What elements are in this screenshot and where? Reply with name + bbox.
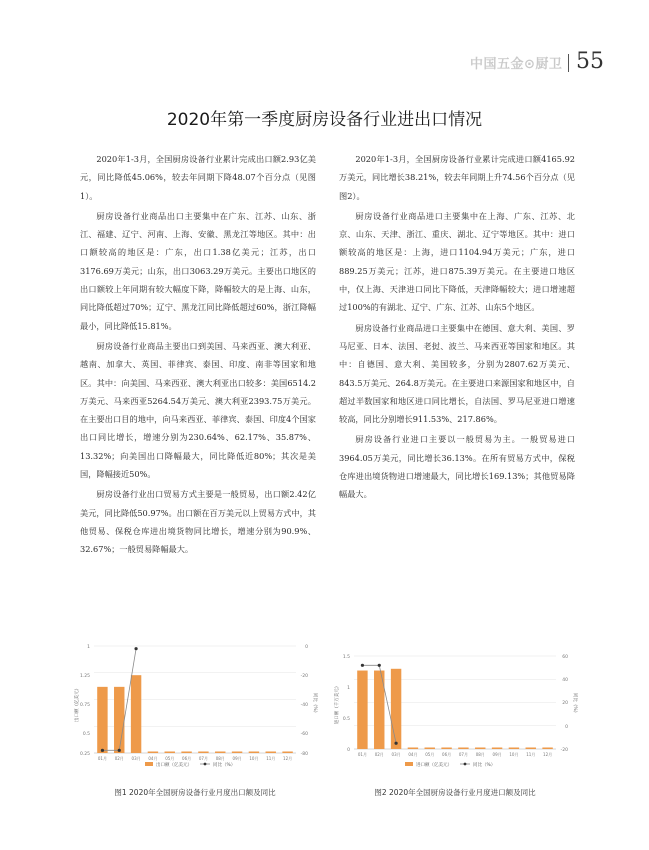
x-tick-label: 07月 xyxy=(198,756,208,761)
paragraph: 厨房设备行业出口贸易方式主要是一般贸易，出口额2.42亿美元，同比降低50.97%。出口额在百万美元以上贸易方式中，其他贸易、保税仓库进出境货物同比增长，增速分别为90.9%、32.67%；一般贸易降幅最大。 xyxy=(80,489,316,555)
bar xyxy=(165,752,175,754)
export-ylabel-right: 同比（%） xyxy=(312,692,317,716)
bar xyxy=(198,752,208,754)
bar xyxy=(232,752,242,754)
x-tick-label: 11月 xyxy=(526,752,536,757)
bar xyxy=(391,669,401,749)
tick-label: 0.25 xyxy=(79,752,90,757)
tick-label: 1 xyxy=(87,645,90,650)
x-tick-label: 03月 xyxy=(391,752,401,757)
export-x-labels xyxy=(98,755,292,761)
paragraph: 厨房设备行业商品出口主要集中在广东、江苏、山东、浙江、福建、辽宁、河南、上海、安徽、黑龙江等地区。其中：出口额较高的地区是：广东，出口1.38亿美元；江苏，出口3176.69万美元；山东，出口3063.29万美元。主要出口地区的出口额较上年同期有较大幅度下降，降幅较大的是上海、山东，同比降低超过70%；辽宁、黑龙江同比降低超过60%，浙江降幅最小，同比降低15.81%。 xyxy=(80,210,316,331)
tick-label: 0.5 xyxy=(82,732,90,737)
legend-bar-swatch xyxy=(405,762,413,766)
tick-label: -80 xyxy=(300,752,308,757)
x-tick-label: 05月 xyxy=(165,756,175,761)
x-tick-label: 03月 xyxy=(131,756,141,761)
x-tick-label: 10月 xyxy=(509,752,519,757)
yoy-point xyxy=(118,749,121,752)
tick-label: -60 xyxy=(300,732,308,737)
import-x-labels xyxy=(358,751,552,757)
legend-line-label: 同比（%） xyxy=(213,763,236,768)
tick-label: -20 xyxy=(560,748,568,753)
x-tick-label: 02月 xyxy=(374,752,384,757)
bar xyxy=(542,748,552,750)
legend-bar-label: 出口额（亿美元） xyxy=(156,763,192,768)
figure-2-caption: 图2 2020年全国厨房设备行业月度进口额及同比 xyxy=(374,788,536,797)
bar xyxy=(181,752,191,754)
paragraph: 厨房设备行业商品进口主要集中在上海、广东、江苏、北京、山东、天津、浙江、重庆、湖北、辽宁等地区。其中：进口额较高的地区是：上海，进口1104.94万美元；广东，进口889.25万美元；江苏，进口875.39万美元。在主要进口地区中，仅上海、天津进口同比下降低，天津降幅较大；进口增速超过100%的有湖北、辽宁、广东、江苏、山东5个地区。 xyxy=(339,210,575,313)
x-tick-label: 06月 xyxy=(442,752,452,757)
bar xyxy=(492,748,502,750)
tick-label: 60 xyxy=(562,655,568,660)
x-tick-label: 04月 xyxy=(148,756,158,761)
bar xyxy=(509,748,519,750)
bar xyxy=(441,748,451,750)
x-tick-label: 09月 xyxy=(492,752,502,757)
x-tick-label: 10月 xyxy=(249,756,259,761)
import-ylabel-left: 进口额（千万美元） xyxy=(335,683,340,725)
tick-label: 1 xyxy=(347,686,350,691)
export-left-ticks xyxy=(80,644,90,757)
tick-label: 0 xyxy=(347,748,350,753)
export-plot-area xyxy=(94,646,296,753)
left-column xyxy=(80,150,316,561)
yoy-point xyxy=(361,664,364,667)
figure-1-caption: 图1 2020年全国厨房设备行业月度出口额及同比 xyxy=(114,788,276,797)
article-title: 2020年第一季度厨房设备行业进出口情况 xyxy=(166,110,483,130)
export-right-ticks xyxy=(301,644,308,757)
x-tick-label: 01月 xyxy=(357,752,367,757)
magazine-logo: 中国五金⊙厨卫 xyxy=(470,57,563,72)
tick-label: 0.5 xyxy=(342,717,350,722)
tick-label: -40 xyxy=(300,703,308,708)
x-tick-label: 04月 xyxy=(408,752,418,757)
x-tick-label: 01月 xyxy=(97,756,107,761)
tick-label: 0 xyxy=(305,645,308,650)
yoy-point xyxy=(101,749,104,752)
x-tick-label: 08月 xyxy=(475,752,485,757)
legend-bar-swatch xyxy=(145,762,153,766)
bar xyxy=(97,687,107,753)
legend-line-marker xyxy=(204,763,207,766)
import-left-ticks xyxy=(343,654,350,753)
bar xyxy=(458,748,468,750)
export-legend xyxy=(145,761,235,768)
bar xyxy=(475,748,485,750)
page-number: 55 xyxy=(576,49,604,74)
paragraph: 厨房设备行业商品主要出口到美国、马来西亚、澳大利亚、越南、加拿大、英国、菲律宾、泰国、印度、南非等国家和地区。其中：向美国、马来西亚、澳大利亚出口较多：美国6514.2万美元、马来西亚5264.54万美元、澳大利亚2393.75万美元。在主要出口目的地中，向马来西亚、菲律宾、泰国、印度4个国家出口同比增长，增速分别为230.64%、62.17%、35.87%、13.32%；向美国出口降幅最大，同比降低近80%；其次是美国，降幅接近50%。 xyxy=(80,340,316,480)
import-right-ticks xyxy=(561,654,568,753)
yoy-point xyxy=(378,664,381,667)
x-tick-label: 05月 xyxy=(425,752,435,757)
tick-label: 0 xyxy=(565,725,568,730)
bar xyxy=(526,748,536,750)
tick-label: 40 xyxy=(562,678,568,683)
import-chart xyxy=(330,634,580,769)
bar xyxy=(425,748,435,750)
legend-bar-label: 进口额（亿美元） xyxy=(416,763,452,768)
import-chart-svg xyxy=(330,634,580,769)
tick-label: 1.5 xyxy=(342,655,350,660)
paragraph: 厨房设备行业商品进口主要集中在德国、意大利、美国、罗马尼亚、日本、法国、老挝、波兰、马来西亚等国家和地区。其中：自德国、意大利、美国较多，分别为2807.62万美元、843.5万美元、264.8万美元。在主要进口来源国家和地区中，自超过半数国家和地区进口同比增长，自法国、罗马尼亚进口增速较高，同比分别增长911.53%、217.86%。 xyxy=(339,322,575,425)
paragraph: 厨房设备行业进口主要以一般贸易为主。一般贸易进口3964.05万美元，同比增长36.13%。在所有贸易方式中，保税仓库进出境货物进口增速最大，同比增长169.13%；其他贸易降幅最大。 xyxy=(339,434,575,500)
bar xyxy=(249,752,259,754)
bar xyxy=(408,748,418,750)
bar xyxy=(215,752,225,754)
bar xyxy=(114,687,124,753)
x-tick-label: 06月 xyxy=(182,756,192,761)
x-tick-label: 12月 xyxy=(283,756,293,761)
paragraph: 2020年1-3月，全国厨房设备行业累计完成进口额4165.92万美元，同比增长38.21%，较去年同期上升74.56个百分点（见图2）。 xyxy=(339,154,575,201)
tick-label: 0.75 xyxy=(79,703,90,708)
legend-line-label: 同比（%） xyxy=(473,763,496,768)
x-tick-label: 12月 xyxy=(543,752,553,757)
import-ylabel-right: 同比（%） xyxy=(572,692,577,716)
x-tick-label: 11月 xyxy=(266,756,276,761)
import-legend xyxy=(405,761,495,768)
bar xyxy=(282,752,292,754)
bar xyxy=(357,671,367,749)
bar xyxy=(131,675,141,753)
bar xyxy=(266,752,276,754)
x-tick-label: 02月 xyxy=(114,756,124,761)
tick-label: 20 xyxy=(562,701,568,706)
right-column xyxy=(339,150,575,506)
bar xyxy=(148,752,158,754)
export-chart-svg xyxy=(70,634,320,769)
x-tick-label: 07月 xyxy=(458,752,468,757)
tick-label: 1.25 xyxy=(79,674,90,679)
header-divider xyxy=(568,54,569,72)
legend-line-marker xyxy=(464,763,467,766)
x-tick-label: 08月 xyxy=(215,756,225,761)
paragraph: 2020年1-3月，全国厨房设备行业累计完成出口额2.93亿美元，同比降低45.06%，较去年同期下降48.07个百分点（见图1）。 xyxy=(80,154,316,201)
x-tick-label: 09月 xyxy=(232,756,242,761)
export-ylabel-left: 出口额（亿美元） xyxy=(75,686,80,722)
yoy-point xyxy=(394,742,397,745)
tick-label: -20 xyxy=(300,674,308,679)
yoy-point xyxy=(134,647,137,650)
import-plot-area xyxy=(354,656,556,749)
export-chart xyxy=(70,634,320,769)
